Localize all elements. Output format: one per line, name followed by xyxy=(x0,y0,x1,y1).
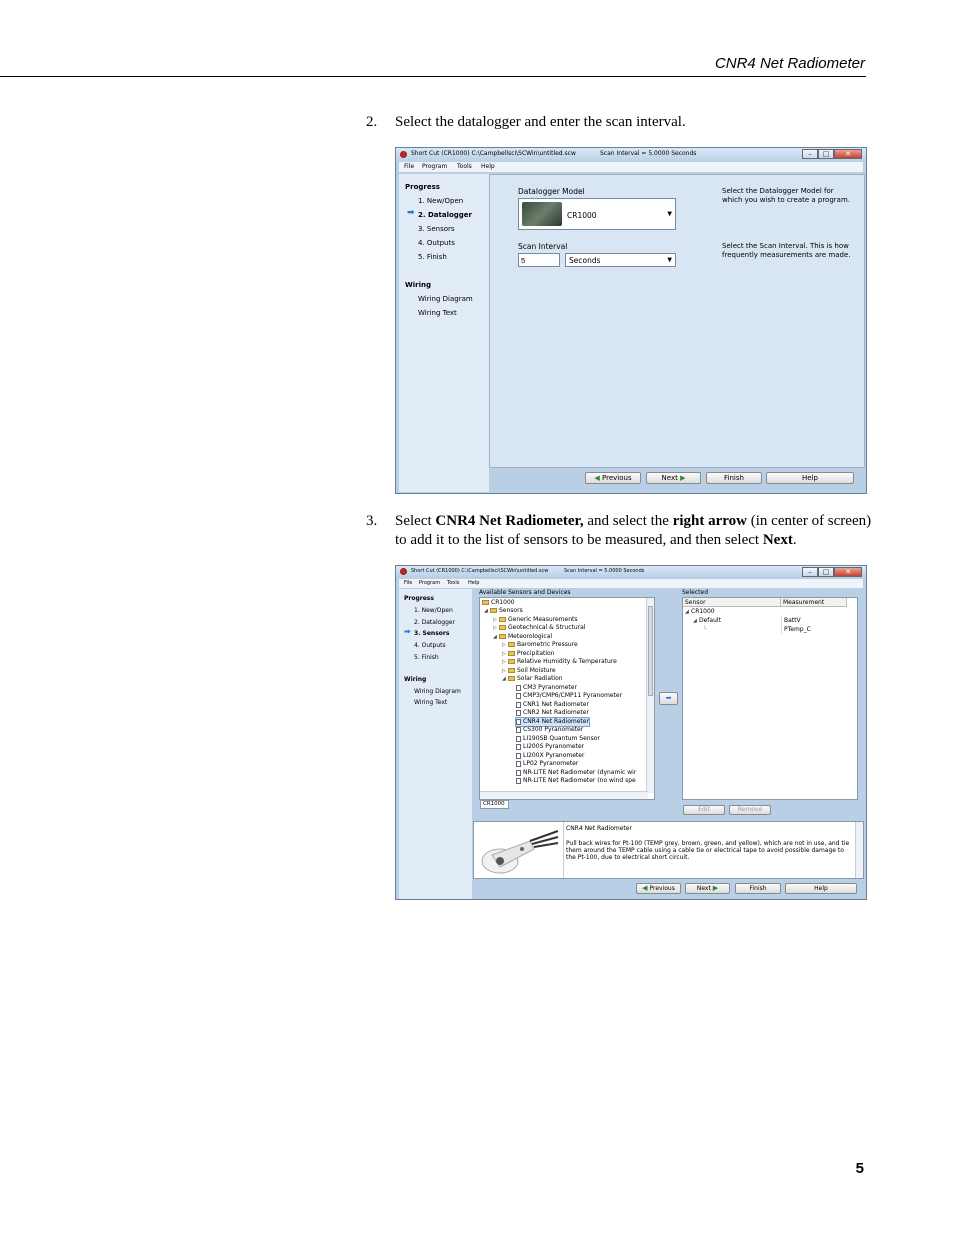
arrow-left-icon: ◀ xyxy=(642,884,648,892)
nav-item-datalogger[interactable]: 2. Datalogger xyxy=(418,211,473,219)
datalogger-model-label: Datalogger Model xyxy=(518,187,585,196)
running-header-title: CNR4 Net Radiometer xyxy=(714,55,865,72)
tree-leaf[interactable]: LP02 Pyranometer xyxy=(516,760,578,768)
title-bar[interactable] xyxy=(396,566,866,578)
step-2 xyxy=(366,113,876,132)
description-text: Pull back wires for Pt-100 (TEMP grey, brown, green, and yellow), which are not in use, and tie them around the TEMP cable using a cable tie or electrical tape to avoid possible damage to the Pt-100, due to electrical short circuit. xyxy=(566,840,850,861)
datalogger-model-select[interactable] xyxy=(518,198,676,230)
progress-nav xyxy=(399,589,472,899)
app-icon xyxy=(400,568,407,575)
collapsed-icon: ▷ xyxy=(502,659,506,665)
column-header-sensor[interactable]: Sensor xyxy=(683,598,781,607)
arrow-right-icon: ▶ xyxy=(712,884,719,892)
tree-node[interactable]: ▷ Soil Moisture xyxy=(502,667,556,674)
column-header-measurement[interactable]: Measurement xyxy=(781,598,847,607)
document-icon xyxy=(516,710,521,716)
nav-wiring-heading: Wiring xyxy=(404,676,427,683)
current-step-arrow-icon: ➡ xyxy=(404,627,411,636)
collapsed-icon: ▷ xyxy=(502,642,506,648)
datalogger-model-hint: Select the Datalogger Model for which you wish to create a program. xyxy=(722,187,850,204)
tree-leaf[interactable]: CS300 Pyranometer xyxy=(516,726,583,734)
tree-node[interactable]: ▷ Precipitation xyxy=(502,650,555,657)
tree-node[interactable]: ▷ Barometric Pressure xyxy=(502,641,578,648)
menu-file[interactable]: File xyxy=(404,580,413,586)
tree-leaf[interactable]: LI200S Pyranometer xyxy=(516,743,584,751)
header-rule xyxy=(0,76,866,77)
expanded-icon: ◢ xyxy=(502,676,506,682)
menu-file[interactable]: File xyxy=(404,163,415,170)
nav-item-outputs[interactable]: 4. Outputs xyxy=(414,642,446,649)
right-arrow-emphasis: right arrow xyxy=(672,513,748,529)
available-sensors-tree[interactable] xyxy=(479,597,655,800)
description-title: CNR4 Net Radiometer xyxy=(566,825,632,832)
folder-icon xyxy=(482,600,489,605)
document-icon xyxy=(516,685,521,691)
folder-icon xyxy=(499,617,506,622)
document-icon xyxy=(516,778,521,784)
nav-wiring-heading: Wiring xyxy=(405,281,431,289)
selected-label: Selected xyxy=(682,589,709,596)
expanded-icon: ◢ xyxy=(484,608,488,614)
tree-leaf[interactable]: NR-LITE Net Radiometer (no wind spe xyxy=(516,777,636,785)
finish-button[interactable]: Finish xyxy=(735,883,781,894)
maximize-icon[interactable]: □ xyxy=(818,149,834,159)
document-icon xyxy=(516,736,521,742)
step-2-number: 2. xyxy=(366,114,378,130)
next-button[interactable]: Next ▶ xyxy=(646,472,701,484)
window-title: Short Cut (CR1000) C:\Campbellsci\SCWin\untitled.scw xyxy=(411,150,576,157)
nav-item-outputs[interactable]: 4. Outputs xyxy=(418,239,455,247)
collapsed-icon: ▷ xyxy=(493,617,497,623)
expanded-icon: ◢ xyxy=(685,609,689,615)
add-sensor-right-arrow-button[interactable] xyxy=(659,692,678,705)
folder-icon xyxy=(499,625,506,630)
nav-item-wiring-diagram[interactable]: Wiring Diagram xyxy=(418,295,473,303)
next-emphasis: Next xyxy=(762,532,793,548)
current-step-arrow-icon: ➡ xyxy=(407,208,415,218)
description-scrollbar[interactable] xyxy=(855,822,863,878)
menu-help[interactable]: Help xyxy=(481,163,495,170)
chevron-down-icon: ▼ xyxy=(667,210,672,218)
expanded-icon: ◢ xyxy=(693,618,697,624)
remove-button[interactable]: Remove xyxy=(729,805,771,815)
tree-leaf[interactable]: LI190SB Quantum Sensor xyxy=(516,735,600,743)
tree-horizontal-scrollbar[interactable] xyxy=(480,791,648,799)
table-cell[interactable]: PTemp_C xyxy=(781,625,847,634)
menu-bar xyxy=(399,162,863,172)
scrollbar-thumb[interactable] xyxy=(648,606,653,696)
step-3-number: 3. xyxy=(366,513,378,529)
menu-bar xyxy=(399,579,863,588)
help-button[interactable]: Help xyxy=(785,883,857,894)
tree-connector: └ xyxy=(703,626,707,633)
folder-icon xyxy=(508,659,515,664)
scan-interval-readout: Scan Interval = 5.0000 Seconds xyxy=(564,568,645,574)
collapsed-icon: ▷ xyxy=(493,625,497,631)
folder-icon xyxy=(499,634,506,639)
nav-item-sensors[interactable]: 3. Sensors xyxy=(418,225,455,233)
document-icon xyxy=(516,770,521,776)
nav-item-wiring-diagram[interactable]: Wiring Diagram xyxy=(414,688,461,695)
page-number: 5 xyxy=(855,1160,864,1177)
nav-item-finish[interactable]: 5. Finish xyxy=(414,654,439,661)
collapsed-icon: ▷ xyxy=(502,668,506,674)
tree-node[interactable]: ▷ Generic Measurements xyxy=(493,616,578,623)
document-icon xyxy=(516,702,521,708)
scan-interval-hint: Select the Scan Interval. This is how frequently measurements are made. xyxy=(722,242,851,259)
menu-tools[interactable]: Tools xyxy=(457,163,472,170)
tree-scrollbar[interactable] xyxy=(646,598,654,793)
sensor-name-emphasis: CNR4 Net Radiometer, xyxy=(435,513,584,529)
arrow-right-icon: ▶ xyxy=(680,474,686,482)
folder-icon xyxy=(508,668,515,673)
nav-item-wiring-text[interactable]: Wiring Text xyxy=(418,309,457,317)
tree-leaf[interactable]: NR-LITE Net Radiometer (dynamic wir xyxy=(516,769,636,777)
tree-node[interactable]: ◢ Sensors xyxy=(484,607,523,614)
tree-leaf[interactable]: CNR2 Net Radiometer xyxy=(516,709,589,717)
menu-program[interactable]: Program xyxy=(419,580,441,586)
nav-item-datalogger[interactable]: 2. Datalogger xyxy=(414,619,456,626)
scan-unit-select[interactable] xyxy=(565,253,676,267)
available-sensors-label: Available Sensors and Devices xyxy=(479,589,571,596)
document-icon xyxy=(516,753,521,759)
table-cell[interactable]: ◢ CR1000 xyxy=(685,608,715,615)
nav-item-new-open[interactable]: 1. New/Open xyxy=(414,607,453,614)
description-divider xyxy=(563,822,564,878)
nav-item-new-open[interactable]: 1. New/Open xyxy=(418,197,464,205)
selected-sensors-table[interactable] xyxy=(682,597,858,800)
minimize-icon[interactable]: – xyxy=(802,567,818,577)
tree-node[interactable]: ◢ Meteorological xyxy=(493,633,553,640)
scan-interval-input[interactable] xyxy=(518,253,560,267)
cnr4-sensor-image xyxy=(478,825,560,877)
nav-item-wiring-text[interactable]: Wiring Text xyxy=(414,699,448,706)
tree-node[interactable]: ▷ Relative Humidity & Temperature xyxy=(502,658,617,665)
table-cell[interactable]: ◢ Default xyxy=(693,617,721,624)
title-bar[interactable] xyxy=(396,148,866,162)
collapsed-icon: ▷ xyxy=(502,651,506,657)
minimize-icon[interactable]: – xyxy=(802,149,818,159)
arrow-left-icon: ◀ xyxy=(594,474,600,482)
menu-tools[interactable]: Tools xyxy=(447,580,460,586)
scan-interval-readout: Scan Interval = 5.0000 Seconds xyxy=(600,150,697,157)
folder-icon xyxy=(490,608,497,613)
previous-button[interactable]: ◀ Previous xyxy=(585,472,641,484)
sensor-description-panel xyxy=(473,821,864,879)
menu-program[interactable]: Program xyxy=(422,163,448,170)
table-cell[interactable]: BattV xyxy=(781,616,847,625)
help-button[interactable]: Help xyxy=(766,472,854,484)
finish-button[interactable]: Finish xyxy=(706,472,762,484)
nav-item-finish[interactable]: 5. Finish xyxy=(418,253,447,261)
document-icon xyxy=(516,727,521,733)
nav-progress-heading: Progress xyxy=(404,595,434,602)
shortcut-window-datalogger xyxy=(395,147,867,494)
scan-interval-label: Scan Interval xyxy=(518,242,568,251)
document-icon xyxy=(516,744,521,750)
tree-leaf[interactable]: CMP3/CMP6/CMP11 Pyranometer xyxy=(516,692,622,700)
close-icon[interactable]: ✕ xyxy=(834,567,862,577)
datalogger-pane xyxy=(489,174,865,468)
previous-button[interactable]: ◀ Previous xyxy=(636,883,681,894)
menu-help[interactable]: Help xyxy=(468,580,480,586)
folder-icon xyxy=(508,651,515,656)
cr1000-logger-image xyxy=(522,202,562,226)
folder-icon xyxy=(508,676,515,681)
step-3 xyxy=(366,512,876,550)
progress-nav xyxy=(399,174,489,492)
nav-item-sensors[interactable]: 3. Sensors xyxy=(414,630,450,637)
close-icon[interactable]: ✕ xyxy=(834,149,862,159)
tree-node[interactable]: ▷ Geotechnical & Structural xyxy=(493,624,586,631)
window-title: Short Cut (CR1000) C:\Campbellsci\SCWin\untitled.scw xyxy=(411,568,549,574)
edit-button[interactable]: Edit xyxy=(683,805,725,815)
tree-leaf[interactable]: CNR1 Net Radiometer xyxy=(516,701,589,709)
chevron-down-icon: ▼ xyxy=(667,256,672,264)
document-icon xyxy=(516,693,521,699)
document-icon xyxy=(516,761,521,767)
tree-leaf-selected[interactable]: CNR4 Net Radiometer xyxy=(516,718,589,726)
window-controls xyxy=(802,149,862,159)
app-icon xyxy=(400,151,407,158)
expanded-icon: ◢ xyxy=(493,634,497,640)
tree-leaf[interactable]: LI200X Pyranometer xyxy=(516,752,584,760)
tree-node[interactable]: ◢ Solar Radiation xyxy=(502,675,563,682)
step-2-text: Select the datalogger and enter the scan interval. xyxy=(395,114,686,130)
next-button[interactable]: Next ▶ xyxy=(685,883,730,894)
nav-progress-heading: Progress xyxy=(405,183,440,191)
folder-icon xyxy=(508,642,515,647)
step-3-text: Select CNR4 Net Radiometer, and select the right arrow (in center of screen) to add it to the list of sensors to be measured, and then select Next. xyxy=(395,513,872,548)
maximize-icon[interactable]: □ xyxy=(818,567,834,577)
tree-node[interactable]: CR1000 xyxy=(482,599,515,607)
window-controls xyxy=(802,567,862,577)
document-icon xyxy=(516,719,521,725)
arrow-right-icon: ➡ xyxy=(665,694,672,702)
datalogger-model-value: CR1000 xyxy=(567,211,597,220)
shortcut-window-sensors xyxy=(395,565,867,900)
tab-cr1000[interactable]: CR1000 xyxy=(480,800,509,809)
scan-unit-value: Seconds xyxy=(569,256,601,265)
tree-leaf[interactable]: CM3 Pyranometer xyxy=(516,684,577,692)
